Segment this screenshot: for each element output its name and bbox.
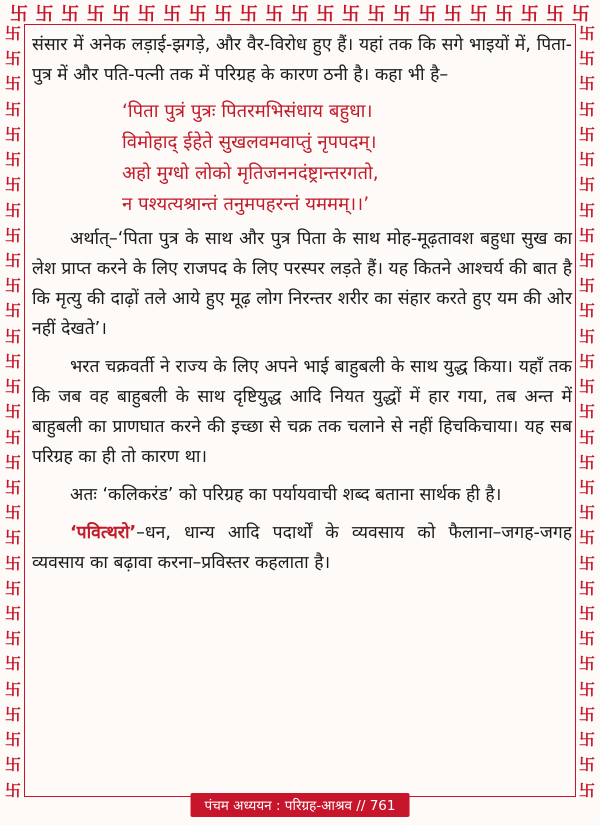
swastika-icon: 卐 [265, 4, 284, 25]
swastika-icon: 卐 [578, 351, 595, 371]
swastika-icon: 卐 [4, 704, 21, 724]
paragraph-text: –धन, धान्य आदि पदार्थों के व्यवसाय को फैलाना–जगह-जगह व्यवसाय का बढ़ावा करना–प्रविस्तर कहलाता है। [32, 523, 572, 573]
swastika-icon: 卐 [61, 4, 80, 25]
swastika-icon: 卐 [578, 578, 595, 598]
swastika-icon: 卐 [4, 377, 21, 397]
swastika-icon: 卐 [392, 4, 411, 25]
swastika-icon: 卐 [578, 427, 595, 447]
swastika-icon: 卐 [578, 326, 595, 346]
swastika-icon: 卐 [86, 4, 105, 25]
swastika-icon: 卐 [578, 200, 595, 220]
swastika-icon: 卐 [578, 74, 595, 94]
swastika-icon: 卐 [444, 4, 463, 25]
swastika-icon: 卐 [578, 629, 595, 649]
paragraph-meaning: अर्थात्–‘पिता पुत्र के साथ और पुत्र पिता के साथ मोह-मूढ़तावश बहुधा सुख का लेश प्राप्त करने के लिए राजपद के लिए परस्पर लड़ते हैं। यह कितने आश्चर्य की बात है कि मृत्यु की दाढ़ों तले आये हुए मूढ़ लोग निरन्तर शरीर का संहार करते हुए यम की ओर नहीं देखते’। [32, 229, 572, 339]
swastika-icon: 卐 [578, 477, 595, 497]
swastika-icon: 卐 [4, 604, 21, 624]
swastika-icon: 卐 [578, 124, 595, 144]
swastika-icon: 卐 [578, 704, 595, 724]
swastika-icon: 卐 [578, 452, 595, 472]
swastika-icon: 卐 [571, 4, 590, 25]
swastika-icon: 卐 [4, 578, 21, 598]
swastika-icon: 卐 [578, 377, 595, 397]
swastika-icon: 卐 [4, 74, 21, 94]
swastika-icon: 卐 [367, 4, 386, 25]
swastika-icon: 卐 [4, 452, 21, 472]
page-body [32, 30, 572, 578]
paragraph-pavittharo [32, 518, 572, 578]
verse-line: न पश्यत्यश्रान्तं तनुमपहरन्तं यममम्‌।।’ [122, 194, 370, 215]
right-border [576, 26, 598, 799]
swastika-icon: 卐 [578, 175, 595, 195]
swastika-icon: 卐 [495, 4, 514, 25]
swastika-icon: 卐 [4, 326, 21, 346]
swastika-icon: 卐 [4, 679, 21, 699]
swastika-icon: 卐 [578, 604, 595, 624]
swastika-icon: 卐 [35, 4, 54, 25]
swastika-icon: 卐 [4, 24, 21, 43]
swastika-icon: 卐 [4, 427, 21, 447]
paragraph-kalikarand: अतः ‘कलिकरंड’ को परिग्रह का पर्यायवाची शब्द बताना सार्थक ही है। [70, 485, 502, 505]
swastika-icon: 卐 [214, 4, 233, 25]
swastika-icon: 卐 [4, 553, 21, 573]
swastika-icon: 卐 [4, 629, 21, 649]
swastika-icon: 卐 [578, 150, 595, 170]
swastika-icon: 卐 [546, 4, 565, 25]
swastika-icon: 卐 [578, 553, 595, 573]
swastika-icon: 卐 [4, 402, 21, 422]
swastika-icon: 卐 [4, 780, 21, 800]
left-border [2, 26, 24, 799]
swastika-icon: 卐 [316, 4, 335, 25]
swastika-icon: 卐 [578, 24, 595, 43]
swastika-icon: 卐 [112, 4, 131, 25]
swastika-icon: 卐 [290, 4, 309, 25]
paragraph-bharat: भरत चक्रवर्ती ने राज्य के लिए अपने भाई बाहुबली के साथ युद्ध किया। यहाँ तक कि जब वह बाहुबली के साथ दृष्टियुद्ध आदि नियत युद्धों में हार गया, तब अन्त में बाहुबली का प्राणघात करने की इच्छा से चक्र तक चलाने से नहीं हिचकिचाया। यह सब परिग्रह का ही तो कारण था। [32, 357, 572, 467]
swastika-icon: 卐 [578, 503, 595, 523]
swastika-icon: 卐 [4, 654, 21, 674]
swastika-icon: 卐 [4, 730, 21, 750]
swastika-icon: 卐 [4, 124, 21, 144]
swastika-icon: 卐 [520, 4, 539, 25]
swastika-icon: 卐 [578, 225, 595, 245]
swastika-icon: 卐 [578, 679, 595, 699]
swastika-icon: 卐 [578, 276, 595, 296]
page-footer: पंचम अध्ययन : परिग्रह-आश्रव // 761 [191, 793, 410, 817]
swastika-icon: 卐 [4, 225, 21, 245]
swastika-icon: 卐 [578, 250, 595, 270]
swastika-icon: 卐 [4, 250, 21, 270]
paragraph-intro: संसार में अनेक लड़ाई-झगड़े, और वैर-विरोध हुए हैं। यहां तक कि सगे भाइयों में, पिता-पुत्र में और पति-पत्नी तक में परिग्रह के कारण ठनी है। कहा भी है– [32, 35, 572, 85]
swastika-icon: 卐 [10, 4, 28, 25]
swastika-icon: 卐 [4, 503, 21, 523]
swastika-icon: 卐 [4, 200, 21, 220]
swastika-icon: 卐 [341, 4, 360, 25]
swastika-icon: 卐 [4, 276, 21, 296]
verse-line: ‘पिता पुत्रं पुत्रः पितरमभिसंधाय बहुधा। [122, 101, 373, 122]
sanskrit-verse [32, 96, 572, 220]
swastika-icon: 卐 [578, 402, 595, 422]
swastika-icon: 卐 [578, 49, 595, 69]
swastika-icon: 卐 [4, 99, 21, 119]
verse-line: विमोहाद् ईहेते सुखलवमवाप्तुं नृपपदम्। [122, 132, 377, 153]
swastika-icon: 卐 [4, 477, 21, 497]
swastika-icon: 卐 [578, 780, 595, 800]
swastika-icon: 卐 [137, 4, 156, 25]
swastika-icon: 卐 [469, 4, 488, 25]
swastika-icon: 卐 [163, 4, 182, 25]
swastika-icon: 卐 [4, 755, 21, 775]
swastika-icon: 卐 [578, 654, 595, 674]
verse-line: अहो मुग्धो लोको मृतिजननदंष्ट्रान्तरगतो, [122, 163, 379, 184]
swastika-icon: 卐 [578, 528, 595, 548]
swastika-icon: 卐 [578, 730, 595, 750]
swastika-icon: 卐 [578, 99, 595, 119]
swastika-icon: 卐 [188, 4, 207, 25]
swastika-icon: 卐 [4, 175, 21, 195]
highlight-term: ‘पवित्थरो’ [70, 523, 137, 543]
swastika-icon: 卐 [418, 4, 437, 25]
swastika-icon: 卐 [578, 301, 595, 321]
swastika-icon: 卐 [578, 755, 595, 775]
swastika-icon: 卐 [4, 150, 21, 170]
swastika-icon: 卐 [4, 49, 21, 69]
swastika-icon: 卐 [4, 528, 21, 548]
swastika-icon: 卐 [4, 301, 21, 321]
swastika-icon: 卐 [4, 351, 21, 371]
swastika-icon: 卐 [239, 4, 258, 25]
